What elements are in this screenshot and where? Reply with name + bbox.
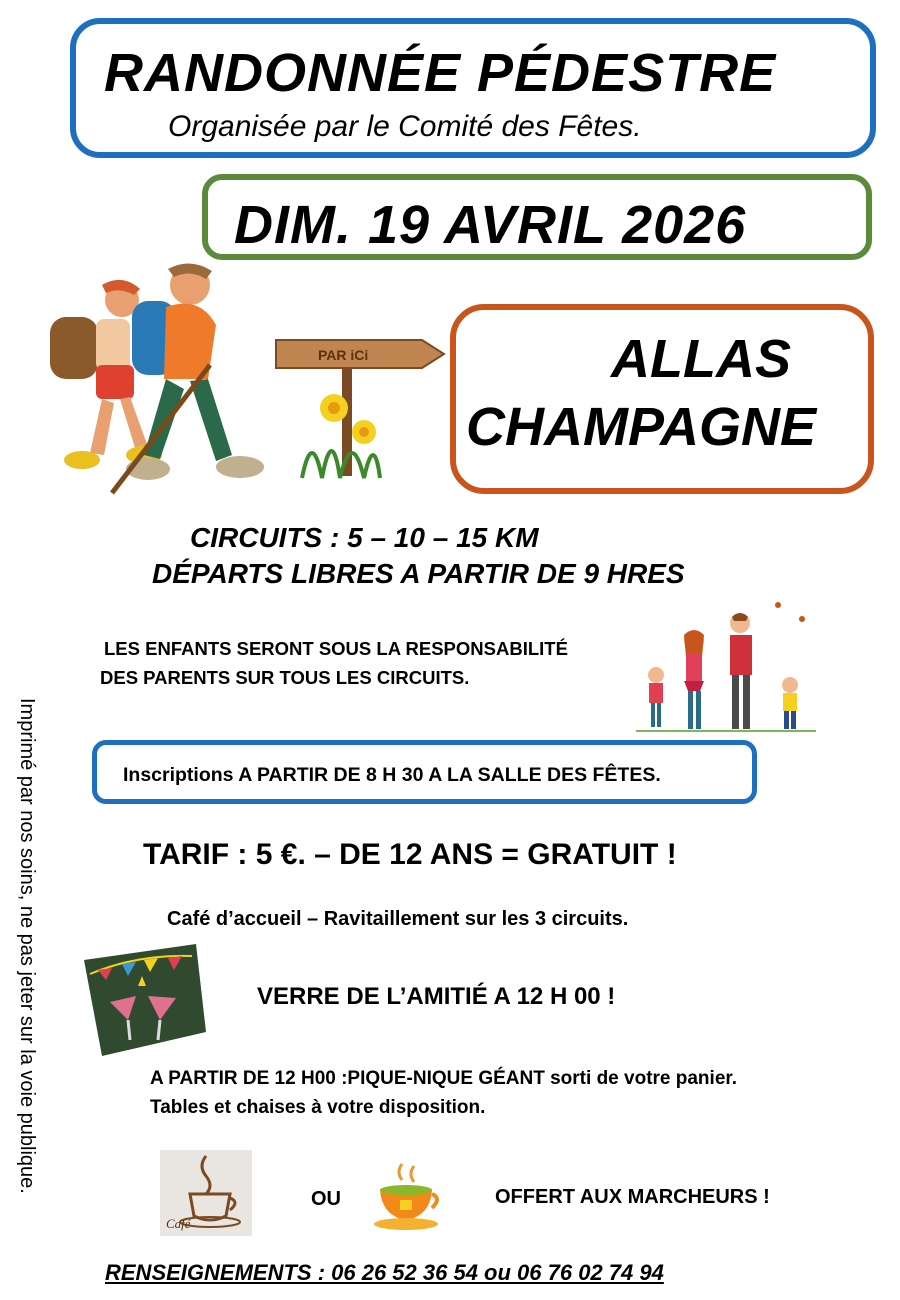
event-organizer: Organisée par le Comité des Fêtes.: [168, 110, 642, 143]
tea-cup-icon: [372, 1160, 444, 1234]
price-text: TARIF : 5 €. – DE 12 ANS = GRATUIT !: [143, 838, 677, 871]
toast-glasses-illustration: [78, 940, 208, 1058]
contact-info: RENSEIGNEMENTS : 06 26 52 36 54 ou 06 76 02 74 94: [105, 1260, 664, 1285]
friendship-drink-text: VERRE DE L’AMITIÉ A 12 H 00 !: [257, 983, 616, 1010]
welcome-coffee-text: Café d’accueil – Ravitaillement sur les 3 circuits.: [167, 908, 629, 930]
signpost-daffodils-illustration: [272, 328, 447, 490]
picnic-line-1: A PARTIR DE 12 H00 :PIQUE-NIQUE GÉANT sorti de votre panier.: [150, 1068, 738, 1089]
inscriptions-box: [92, 740, 757, 804]
offered-text: OFFERT AUX MARCHEURS !: [495, 1186, 770, 1208]
place-box: [450, 304, 874, 494]
hikers-illustration: [40, 255, 265, 500]
coffee-logo-text: Café: [166, 1216, 191, 1231]
event-date: DIM. 19 AVRIL 2026: [234, 195, 747, 255]
inscriptions-text: Inscriptions A PARTIR DE 8 H 30 A LA SALLE DES FÊTES.: [123, 764, 661, 786]
family-walking-illustration: [636, 595, 816, 735]
picnic-line-2: Tables et chaises à votre disposition.: [150, 1097, 486, 1118]
print-notice-vertical: Imprimé par nos soins, ne pas jeter sur la voie publique.: [16, 698, 38, 1194]
or-text: OU: [311, 1188, 341, 1210]
event-title: RANDONNÉE PÉDESTRE: [104, 43, 777, 103]
children-notice-line-2: DES PARENTS SUR TOUS LES CIRCUITS.: [100, 667, 470, 688]
date-box: [202, 174, 872, 260]
coffee-cup-icon: [160, 1150, 252, 1236]
departs-text: DÉPARTS LIBRES A PARTIR DE 9 HRES: [152, 558, 685, 589]
children-notice-line-1: LES ENFANTS SERONT SOUS LA RESPONSABILITÉ: [104, 638, 568, 659]
signpost-text: PAR iCi: [318, 347, 369, 363]
place-line-2: CHAMPAGNE: [466, 397, 816, 457]
title-box: [70, 18, 876, 158]
circuits-text: CIRCUITS : 5 – 10 – 15 KM: [190, 522, 539, 553]
place-line-1: ALLAS: [611, 329, 791, 389]
